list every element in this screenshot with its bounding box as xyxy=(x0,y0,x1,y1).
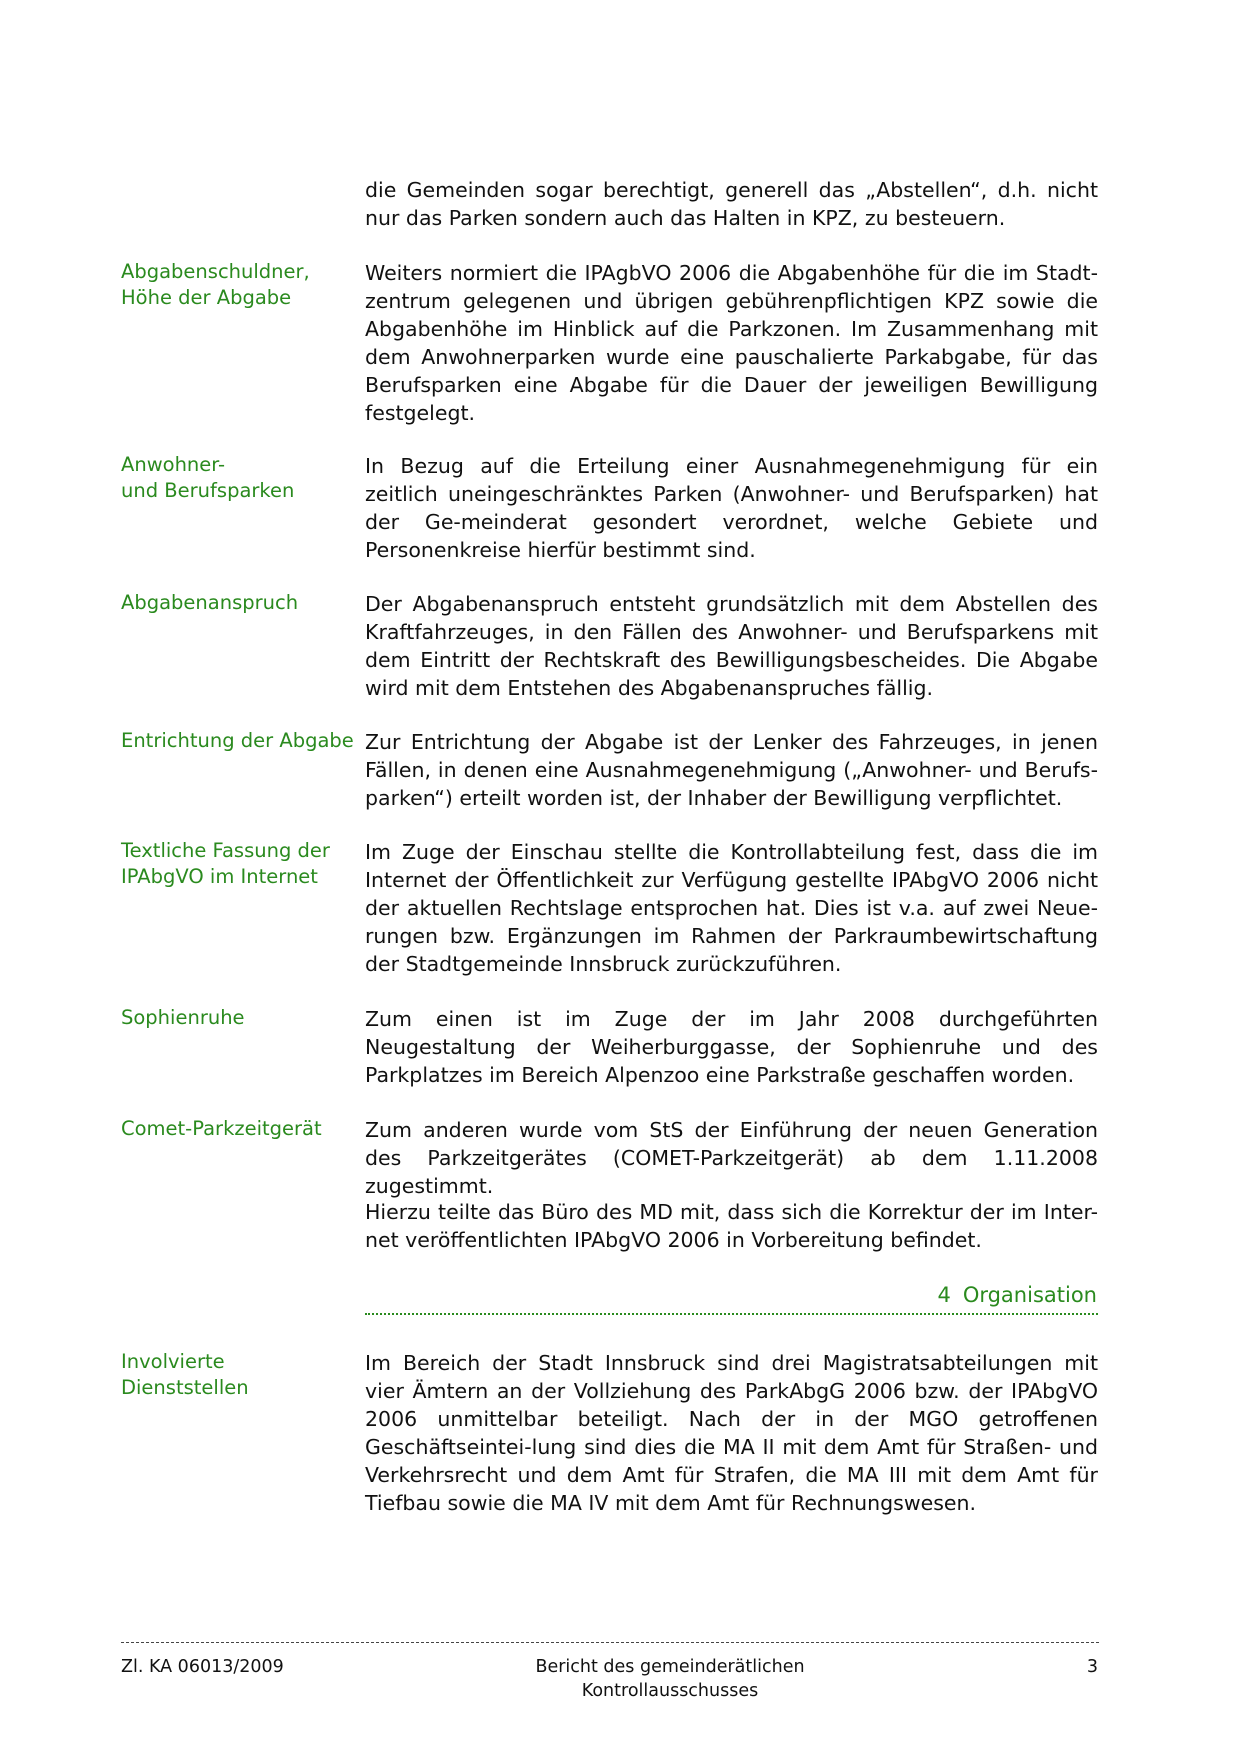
paragraph-sophienruhe: Zum einen ist im Zuge der im Jahr 2008 durchgeführten Neugestaltung der Weiherburggasse, der Sophienruhe und des Parkplatzes im Bereich Alpenzoo eine Parkstraße geschaffen worden. xyxy=(365,1007,1098,1087)
section-number: 4 xyxy=(937,1283,951,1307)
footer-report-title: Bericht des gemeinderätlichen Kontrollausschusses xyxy=(535,1657,805,1701)
footer-file-number: Zl. KA 06013/2009 xyxy=(121,1657,284,1677)
margin-note-entrichtung: Entrichtung der Abgabe xyxy=(121,729,354,752)
paragraph-anwohnerparken: In Bezug auf die Erteilung einer Ausnahmegenehmigung für ein zeitlich uneingeschränktes Parken (Anwohner- und Berufsparken) hat der Ge-meinderat gesondert verordnet, welche Gebiete und Personenkreise hierfür bestimmt sind. xyxy=(365,454,1098,562)
margin-note-comet: Comet-Parkzeitgerät xyxy=(121,1117,322,1140)
margin-note-textliche-fassung: Textliche Fassung der IPAbgVO im Internet xyxy=(121,839,330,888)
closing-paragraph: Hierzu teilte das Büro des MD mit, dass sich die Korrektur der im Inter-net veröffentlichten IPAbgVO 2006 in Vorbereitung befindet. xyxy=(365,1200,1098,1252)
intro-paragraph: die Gemeinden sogar berechtigt, generell das „Abstellen“, d.h. nicht nur das Parken sondern auch das Halten in KPZ, zu besteuern. xyxy=(365,178,1098,230)
margin-note-sophienruhe: Sophienruhe xyxy=(121,1006,245,1029)
footer-page-number: 3 xyxy=(1086,1657,1098,1677)
margin-note-anwohnerparken: Anwohner- und Berufsparken xyxy=(121,453,295,502)
margin-note-abgabenschuldner: Abgabenschuldner, Höhe der Abgabe xyxy=(121,260,310,309)
paragraph-abgabenschuldner: Weiters normiert die IPAgbVO 2006 die Abgabenhöhe für die im Stadt-zentrum gelegenen und übrigen gebührenpflichtigen KPZ sowie die Abgabenhöhe im Hinblick auf die Parkzonen. Im Zusammenhang mit dem Anwohnerparken wurde eine pauschalierte Parkabgabe, für das Berufsparken eine Abgabe für die Dauer der jeweiligen Bewilligung festgelegt. xyxy=(365,261,1098,425)
margin-note-dienststellen: Involvierte Dienststellen xyxy=(121,1350,249,1399)
paragraph-entrichtung: Zur Entrichtung der Abgabe ist der Lenker des Fahrzeuges, in jenen Fällen, in denen eine Ausnahmegenehmigung („Anwohner- und Berufs-parken“) erteilt worden ist, der Inhaber der Bewilligung verpflichtet. xyxy=(365,730,1098,810)
section-heading-rule xyxy=(365,1313,1098,1315)
footer-rule xyxy=(121,1642,1099,1643)
paragraph-abgabenanspruch: Der Abgabenanspruch entsteht grundsätzlich mit dem Abstellen des Kraftfahrzeuges, in den Fällen des Anwohner- und Berufsparkens mit dem Eintritt der Rechtskraft des Bewilligungsbescheides. Die Abgabe wird mit dem Entstehen des Abgabenanspruches fällig. xyxy=(365,592,1098,700)
section-title: Organisation xyxy=(962,1283,1097,1307)
section-heading-organisation xyxy=(365,1281,1097,1309)
paragraph-comet: Zum anderen wurde vom StS der Einführung der neuen Generation des Parkzeitgerätes (COMET-Parkzeitgerät) ab dem 1.11.2008 zugestimmt. xyxy=(365,1118,1098,1198)
margin-note-abgabenanspruch: Abgabenanspruch xyxy=(121,591,299,614)
paragraph-textliche-fassung: Im Zuge der Einschau stellte die Kontrollabteilung fest, dass die im Internet der Öffentlichkeit zur Verfügung gestellte IPAbgVO 2006 nicht der aktuellen Rechtslage entsprochen hat. Dies ist v.a. auf zwei Neue-rungen bzw. Ergänzungen im Rahmen der Parkraumbewirtschaftung der Stadtgemeinde Innsbruck zurückzuführen. xyxy=(365,840,1098,976)
paragraph-dienststellen: Im Bereich der Stadt Innsbruck sind drei Magistratsabteilungen mit vier Ämtern an der Vollziehung des ParkAbgG 2006 bzw. der IPAbgVO 2006 unmittelbar beteiligt. Nach der in der MGO getroffenen Geschäftseintei-lung sind dies die MA II mit dem Amt für Straßen- und Verkehrsrecht und dem Amt für Strafen, die MA III mit dem Amt für Tiefbau sowie die MA IV mit dem Amt für Rechnungswesen. xyxy=(365,1351,1098,1515)
